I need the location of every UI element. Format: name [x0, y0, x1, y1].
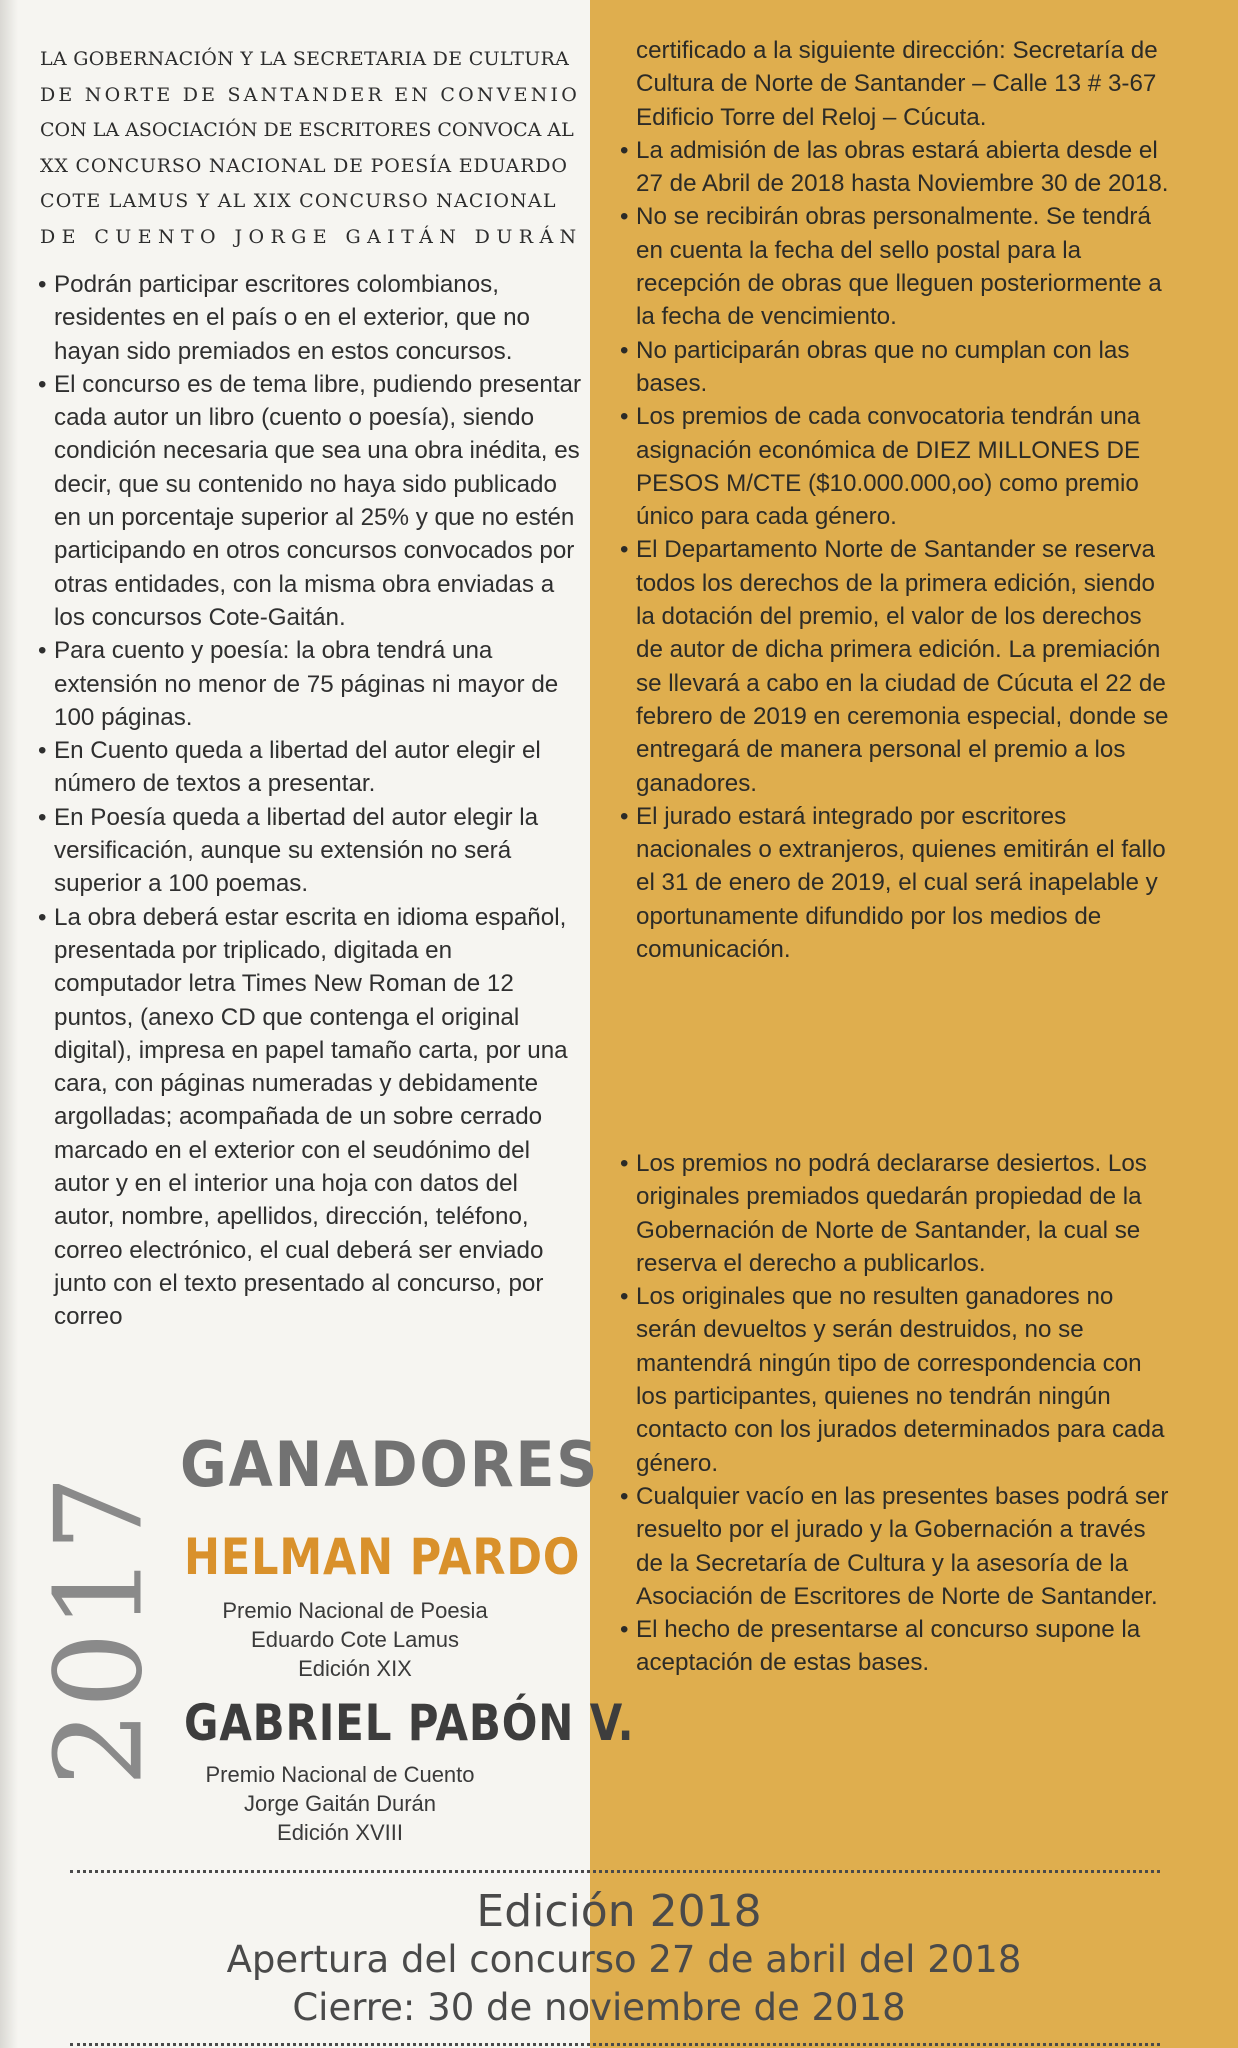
rule-item — [622, 200, 1170, 333]
rule-text: • Los premios de cada convocatoria tendrán una asignación económica de DIEZ MILLONES DE PESOS M/CTE ($10.000.000,oo) como premio único para cada género. — [636, 403, 1141, 531]
rule-text: • El hecho de presentarse al concurso supone la aceptación de estas bases. — [636, 1616, 1141, 1677]
rule-text: • No participarán obras que no cumplan con las bases. — [636, 336, 1130, 397]
award-line: Edición XIX — [298, 1656, 412, 1681]
rule-text: • Podrán participar escritores colombianos, residentes en el país o en el exterior, que no hayan sido premiados en estos concursos. — [54, 271, 531, 365]
winners-year — [30, 1460, 170, 1800]
rule-item — [622, 1147, 1170, 1280]
rules-list-right — [622, 34, 1170, 966]
rule-item — [40, 368, 585, 634]
intro-line: XX CONCURSO NACIONAL DE POESÍA EDUARDO — [40, 154, 568, 177]
intro-line: DE NORTE DE SANTANDER EN CONVENIO — [40, 83, 581, 106]
rule-text: • En Poesía queda a libertad del autor elegir la versificación, aunque su extensión no será superior a 100 poemas. — [54, 803, 539, 898]
rule-text: • El concurso es de tema libre, pudiendo presentar cada autor un libro (cuento o poesía), siendo condición necesaria que sea una obra inédita, es decir, que su contenido no haya sido publicado en un porcentaje superior al 25% y que no estén participando en otros concursos convocados por otras entidades, con la misma obra enviadas a los concursos Cote-Gaitán. — [54, 370, 582, 631]
winner-story-name: GABRIEL PABÓN V. — [184, 1694, 635, 1752]
dotted-divider-bottom — [70, 2043, 1160, 2046]
award-line: Premio Nacional de Cuento — [205, 1762, 475, 1787]
winner-poetry-name: HELMAN PARDO — [184, 1528, 581, 1586]
rule-item — [622, 533, 1170, 799]
award-line: Eduardo Cote Lamus — [251, 1627, 459, 1652]
rule-text: • Cualquier vacío en las presentes bases podrá ser resuelto por el jurado y la Gobernación a través de la Secretaría de Cultura y la asesoría de la Asociación de Escritores de Norte de Santander. — [636, 1482, 1169, 1610]
award-line: Jorge Gaitán Durán — [244, 1791, 436, 1816]
rule-text: • La admisión de las obras estará abierta desde el 27 de Abril de 2018 hasta Noviembre 30 de 2018. — [636, 136, 1169, 198]
rule-text: • Para cuento y poesía: la obra tendrá una extensión no menor de 75 páginas ni mayor de 100 páginas. — [54, 637, 559, 731]
award-line: Edición XVIII — [277, 1820, 403, 1845]
intro-heading — [40, 42, 583, 255]
edition-title: Edición 2018 — [476, 1886, 762, 1937]
rule-text: • En Cuento queda a libertad del autor elegir el número de textos a presentar. — [54, 737, 541, 798]
rule-text: • El Departamento Norte de Santander se reserva todos los derechos de la primera edición, siendo la dotación del premio, el valor de los derechos de autor de dicha primera edición. La premiación se llevará a cabo en la ciudad de Cúcuta el 22 de febrero de 2019 en ceremonia especial, donde se entregará de manera personal el premio a los ganadores. — [636, 536, 1169, 797]
dotted-divider-top — [70, 1870, 1160, 1873]
rules-list-right-lower — [622, 1147, 1170, 1680]
rule-item — [40, 268, 585, 368]
rule-text: • Los originales que no resulten ganadores no serán devueltos y serán destruidos, no se mantendrá ningún tipo de correspondencia con los participantes, quienes no tendrán ningún contacto con los jurados determinados para cada género. — [636, 1283, 1165, 1477]
rule-text: certificado a la siguiente dirección: Secretaría de Cultura de Norte de Santander – Calle 13 # 3-67 Edificio Torre del Reloj – Cúcuta. — [636, 37, 1158, 131]
winners-heading: GANADORES — [180, 1428, 600, 1501]
rule-item — [622, 400, 1170, 533]
rule-text: • El jurado estará integrado por escritores nacionales o extranjeros, quienes emitirán el fallo el 31 de enero de 2019, el cual será inapelable y oportunamente difundido por los medios de comunicación. — [636, 802, 1166, 964]
intro-line: CON LA ASOCIACIÓN DE ESCRITORES CONVOCA AL — [40, 119, 574, 141]
page-edge-shadow — [0, 0, 18, 2048]
winners-year-text: 2017 — [30, 1473, 170, 1787]
rule-continuation — [622, 34, 1170, 134]
rule-item — [622, 334, 1170, 401]
rule-item — [40, 734, 585, 801]
rule-item — [40, 634, 585, 734]
rule-item — [622, 1480, 1170, 1613]
rule-item — [40, 901, 585, 1334]
award-line: Premio Nacional de Poesia — [222, 1598, 488, 1623]
rule-item — [622, 134, 1170, 201]
rules-list-left — [40, 268, 585, 1334]
intro-line: COTE LAMUS Y AL XIX CONCURSO NACIONAL — [40, 190, 557, 212]
rule-item — [622, 1280, 1170, 1480]
winner-story-award — [190, 1760, 490, 1847]
rule-text: • La obra deberá estar escrita en idioma español, presentada por triplicado, digitada en computador letra Times New Roman de 12 puntos, (anexo CD que contenga el original digital), impresa en papel tamaño carta, por una cara, con páginas numeradas y debidamente argolladas; acompañada de un sobre cerrado marcado en el exterior con el seudónimo del autor y en el interior una hoja con datos del autor, nombre, apellidos, dirección, teléfono, correo electrónico, el cual deberá ser enviado junto con el texto presentado al concurso, por correo — [54, 903, 568, 1331]
opening-date: Apertura del concurso 27 de abril del 2018 — [226, 1938, 1022, 1981]
rule-text: • Los premios no podrá declararse desiertos. Los originales premiados quedarán propiedad de la Gobernación de Norte de Santander, la cual se reserva el derecho a publicarlos. — [636, 1150, 1147, 1277]
rule-item — [40, 801, 585, 901]
rule-text: • No se recibirán obras personalmente. Se tendrá en cuenta la fecha del sello postal para la recepción de obras que lleguen posteriormente a la fecha de vencimiento. — [636, 203, 1162, 331]
intro-line: LA GOBERNACIÓN Y LA SECRETARIA DE CULTURA — [40, 48, 570, 70]
rule-item — [622, 1613, 1170, 1680]
closing-date: Cierre: 30 de noviembre de 2018 — [292, 1986, 906, 2029]
intro-line: DE CUENTO JORGE GAITÁN DURÁN — [40, 225, 583, 248]
rule-item — [622, 800, 1170, 966]
winner-poetry-award — [205, 1596, 505, 1683]
